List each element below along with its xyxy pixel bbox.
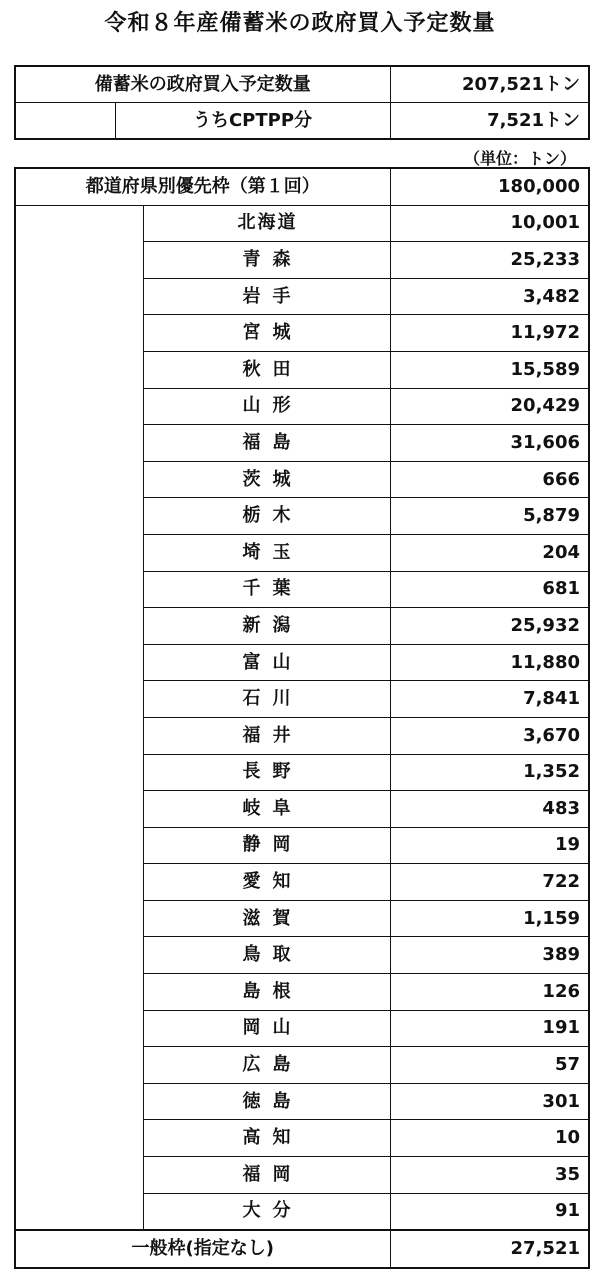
priority-value: 180,000: [390, 168, 589, 205]
prefecture-value: 35: [390, 1157, 589, 1194]
prefecture-value: 301: [390, 1083, 589, 1120]
summary-total-label: 備蓄米の政府買入予定数量: [15, 66, 390, 103]
indent-cell: [15, 864, 143, 901]
summary-cptpp-label: うちCPTPP分: [115, 103, 390, 140]
prefecture-name: 岡山: [143, 1010, 390, 1047]
priority-row: [15, 168, 589, 205]
table-row: [15, 974, 589, 1011]
indent-cell: [15, 498, 143, 535]
prefecture-name: 長野: [143, 754, 390, 791]
prefecture-name: 高知: [143, 1120, 390, 1157]
prefecture-value: 483: [390, 791, 589, 828]
table-row: [15, 205, 589, 242]
summary-cptpp-value: 7,521トン: [390, 103, 589, 140]
prefecture-table: [14, 167, 590, 1269]
prefecture-name: 岐阜: [143, 791, 390, 828]
table-row: [15, 498, 589, 535]
prefecture-value: 57: [390, 1047, 589, 1084]
prefecture-name: 滋賀: [143, 900, 390, 937]
prefecture-value: 3,670: [390, 717, 589, 754]
table-row: [15, 1157, 589, 1194]
prefecture-value: 20,429: [390, 388, 589, 425]
priority-label: 都道府県別優先枠（第１回）: [15, 168, 390, 205]
indent-cell: [15, 608, 143, 645]
summary-indent-cell: [15, 103, 115, 140]
table-row: [15, 900, 589, 937]
prefecture-name: 静岡: [143, 827, 390, 864]
indent-cell: [15, 1010, 143, 1047]
prefecture-name: 岩手: [143, 278, 390, 315]
table-row: [15, 425, 589, 462]
table-row: [15, 1010, 589, 1047]
prefecture-name: 秋田: [143, 351, 390, 388]
indent-cell: [15, 754, 143, 791]
indent-cell: [15, 388, 143, 425]
unit-note: （単位：トン）: [463, 149, 576, 168]
table-row: [15, 534, 589, 571]
prefecture-value: 681: [390, 571, 589, 608]
prefecture-value: 25,233: [390, 242, 589, 279]
indent-cell: [15, 827, 143, 864]
prefecture-name: 広島: [143, 1047, 390, 1084]
prefecture-value: 25,932: [390, 608, 589, 645]
table-row: [15, 754, 589, 791]
table-row: [15, 315, 589, 352]
summary-total-row: [15, 66, 589, 103]
table-row: [15, 1083, 589, 1120]
indent-cell: [15, 1120, 143, 1157]
prefecture-value: 31,606: [390, 425, 589, 462]
prefecture-name: 大分: [143, 1193, 390, 1230]
table-row: [15, 937, 589, 974]
indent-cell: [15, 1193, 143, 1230]
prefecture-value: 7,841: [390, 681, 589, 718]
prefecture-name: 青森: [143, 242, 390, 279]
prefecture-name: 茨城: [143, 461, 390, 498]
indent-cell: [15, 461, 143, 498]
summary-table: [14, 65, 590, 140]
indent-cell: [15, 205, 143, 242]
indent-cell: [15, 351, 143, 388]
indent-cell: [15, 1047, 143, 1084]
prefecture-name: 宮城: [143, 315, 390, 352]
table-row: [15, 791, 589, 828]
general-label: 一般枠(指定なし): [15, 1230, 390, 1268]
table-row: [15, 864, 589, 901]
table-row: [15, 1193, 589, 1230]
prefecture-value: 10: [390, 1120, 589, 1157]
indent-cell: [15, 242, 143, 279]
table-row: [15, 278, 589, 315]
prefecture-value: 19: [390, 827, 589, 864]
table-row: [15, 388, 589, 425]
table-row: [15, 644, 589, 681]
general-value: 27,521: [390, 1230, 589, 1268]
prefecture-value: 191: [390, 1010, 589, 1047]
indent-cell: [15, 717, 143, 754]
prefecture-name: 千葉: [143, 571, 390, 608]
indent-cell: [15, 571, 143, 608]
table-row: [15, 1047, 589, 1084]
prefecture-name: 福島: [143, 425, 390, 462]
prefecture-name: 北海道: [143, 205, 390, 242]
prefecture-name: 徳島: [143, 1083, 390, 1120]
prefecture-value: 204: [390, 534, 589, 571]
table-row: [15, 571, 589, 608]
prefecture-value: 15,589: [390, 351, 589, 388]
table-row: [15, 608, 589, 645]
indent-cell: [15, 791, 143, 828]
prefecture-value: 126: [390, 974, 589, 1011]
prefecture-name: 石川: [143, 681, 390, 718]
table-row: [15, 681, 589, 718]
prefecture-value: 11,972: [390, 315, 589, 352]
indent-cell: [15, 974, 143, 1011]
prefecture-value: 1,159: [390, 900, 589, 937]
prefecture-name: 福岡: [143, 1157, 390, 1194]
table-row: [15, 717, 589, 754]
table-row: [15, 1120, 589, 1157]
general-row: [15, 1230, 589, 1268]
prefecture-value: 91: [390, 1193, 589, 1230]
table-row: [15, 827, 589, 864]
prefecture-value: 666: [390, 461, 589, 498]
indent-cell: [15, 1083, 143, 1120]
prefecture-value: 10,001: [390, 205, 589, 242]
prefecture-name: 愛知: [143, 864, 390, 901]
table-row: [15, 242, 589, 279]
indent-cell: [15, 278, 143, 315]
prefecture-value: 5,879: [390, 498, 589, 535]
prefecture-value: 722: [390, 864, 589, 901]
prefecture-name: 島根: [143, 974, 390, 1011]
prefecture-value: 3,482: [390, 278, 589, 315]
prefecture-value: 389: [390, 937, 589, 974]
prefecture-name: 栃木: [143, 498, 390, 535]
prefecture-name: 鳥取: [143, 937, 390, 974]
table-row: [15, 351, 589, 388]
prefecture-name: 富山: [143, 644, 390, 681]
indent-cell: [15, 681, 143, 718]
table-row: [15, 461, 589, 498]
indent-cell: [15, 425, 143, 462]
prefecture-name: 山形: [143, 388, 390, 425]
prefecture-name: 新潟: [143, 608, 390, 645]
prefecture-name: 埼玉: [143, 534, 390, 571]
page-title: 令和８年産備蓄米の政府買入予定数量: [104, 11, 496, 36]
prefecture-value: 11,880: [390, 644, 589, 681]
indent-cell: [15, 937, 143, 974]
prefecture-value: 1,352: [390, 754, 589, 791]
indent-cell: [15, 534, 143, 571]
summary-total-value: 207,521トン: [390, 66, 589, 103]
indent-cell: [15, 315, 143, 352]
prefecture-name: 福井: [143, 717, 390, 754]
summary-cptpp-row: [15, 103, 589, 140]
indent-cell: [15, 644, 143, 681]
indent-cell: [15, 900, 143, 937]
indent-cell: [15, 1157, 143, 1194]
